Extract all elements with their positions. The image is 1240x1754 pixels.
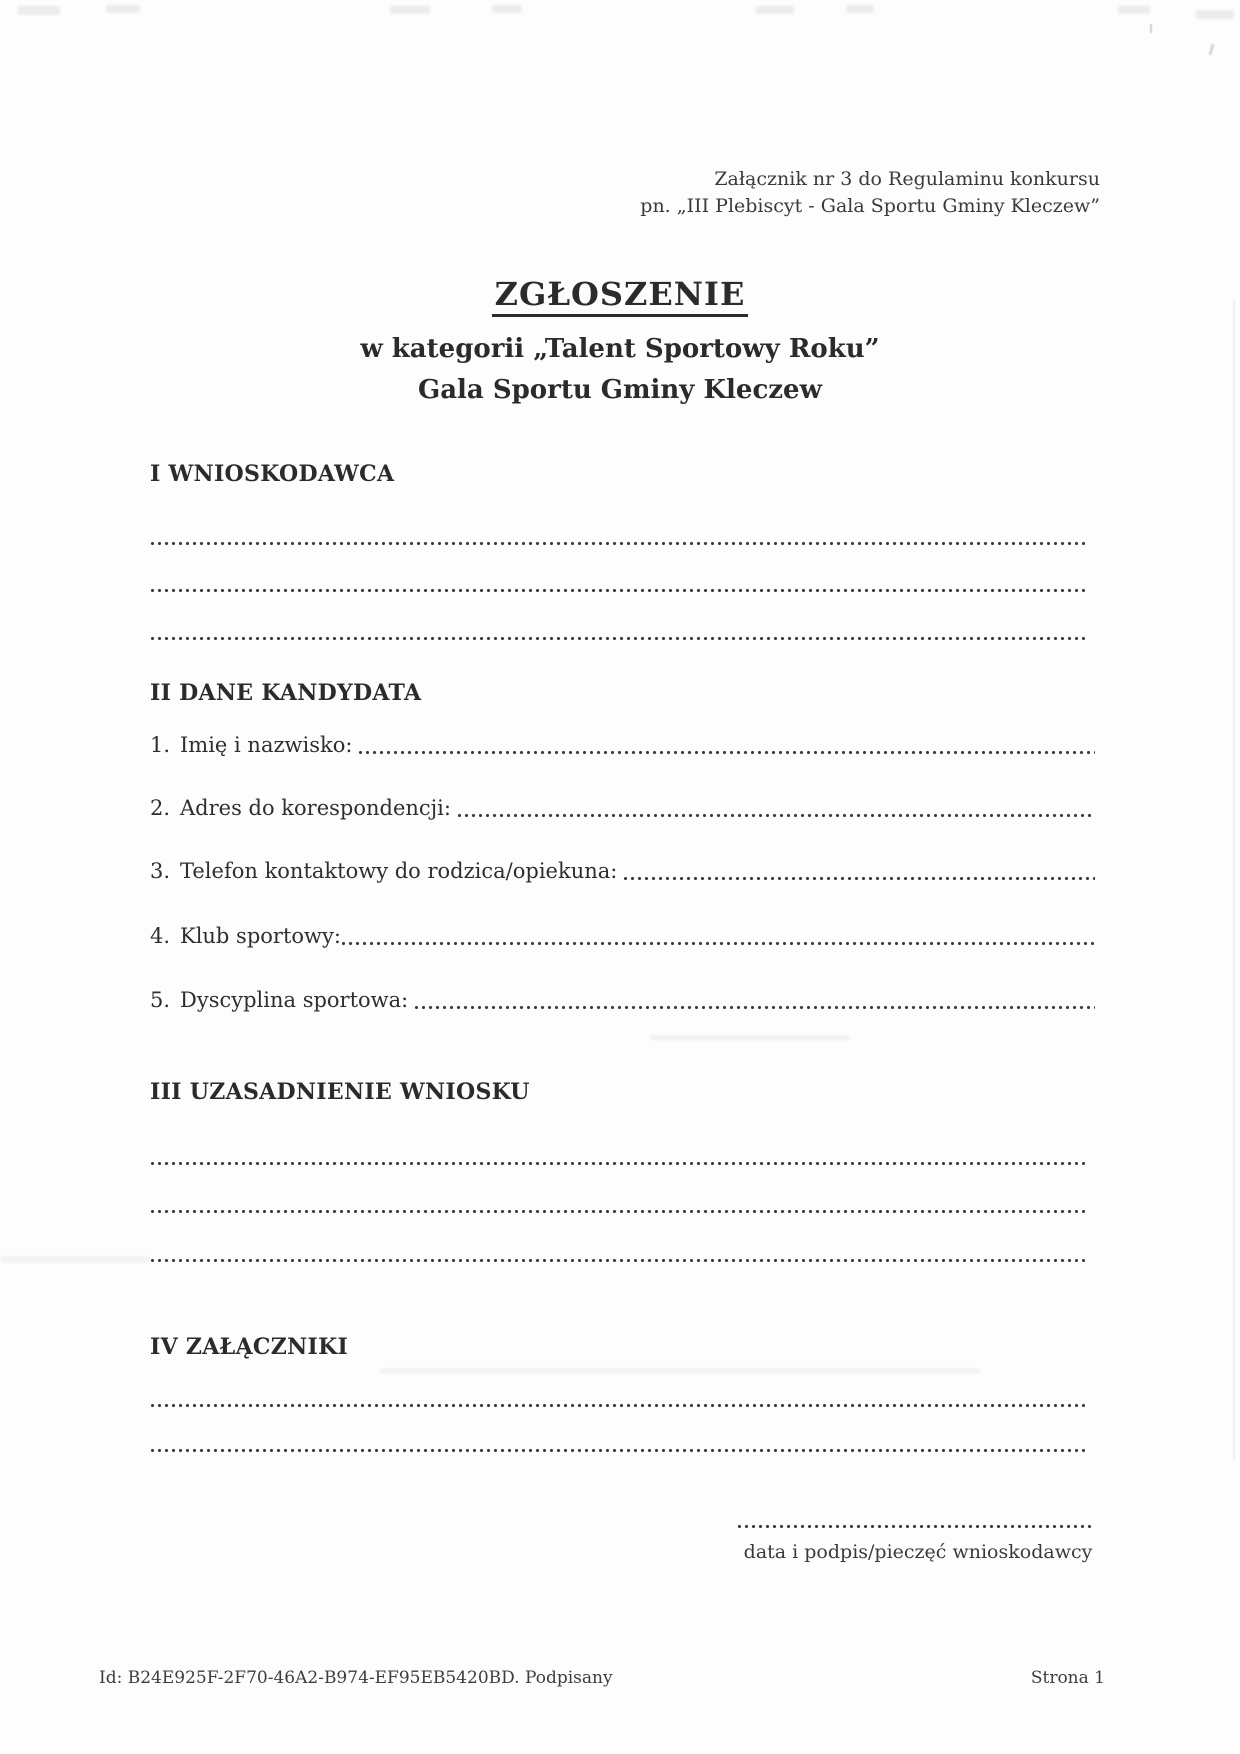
section-3-heading: III UZASADNIENIE WNIOSKU (150, 1079, 530, 1105)
fill-in-line (150, 636, 1088, 641)
document-id-text: Id: B24E925F-2F70-46A2-B974-EF95EB5420BD. Podpisany (99, 1668, 613, 1688)
section-2-heading: II DANE KANDYDATA (150, 680, 422, 706)
item-number: 3. (150, 859, 171, 883)
item-label: Telefon kontaktowy do rodzica/opiekuna: (180, 859, 618, 883)
item-number: 4. (150, 924, 171, 948)
title-block (150, 276, 1090, 406)
scan-artifact (1196, 10, 1234, 19)
scan-artifact (1233, 300, 1235, 1460)
item-label: Imię i nazwisko: (180, 733, 353, 757)
fill-in-leader (457, 813, 1095, 818)
attachment-note-line2: pn. „III Plebiscyt - Gala Sportu Gminy Kleczew” (640, 195, 1100, 217)
section-4-heading: IV ZAŁĄCZNIKI (150, 1334, 349, 1360)
scan-artifact (380, 1368, 980, 1374)
form-title-text: ZGŁOSZENIE (492, 276, 749, 317)
fill-in-line (150, 1403, 1088, 1408)
fill-in-leader (623, 876, 1095, 881)
scan-artifact (650, 1035, 850, 1040)
item-number: 5. (150, 988, 171, 1012)
scan-artifact (1209, 44, 1215, 55)
fill-in-leader (358, 750, 1095, 755)
form-item-phone (150, 857, 1095, 885)
signature-fill-in-line (737, 1524, 1093, 1529)
fill-in-line (150, 1448, 1088, 1453)
scan-artifact (1150, 24, 1152, 33)
scan-artifact (390, 6, 430, 14)
section-1-heading: I WNIOSKODAWCA (150, 461, 395, 487)
form-subtitle-event: Gala Sportu Gminy Kleczew (418, 375, 822, 405)
scan-artifact (1118, 6, 1150, 14)
item-label: Adres do korespondencji: (180, 796, 451, 820)
fill-in-line (150, 1258, 1088, 1263)
form-item-club (150, 922, 1095, 950)
form-item-name (150, 731, 1095, 759)
scan-artifact (846, 5, 874, 13)
form-subtitle-category: w kategorii „Talent Sportowy Roku” (360, 334, 880, 364)
fill-in-line (150, 1209, 1088, 1214)
item-number: 2. (150, 796, 171, 820)
fill-in-line (150, 541, 1088, 546)
fill-in-leader (414, 1005, 1095, 1010)
item-label: Dyscyplina sportowa: (180, 988, 409, 1012)
fill-in-line (150, 1161, 1088, 1166)
scan-artifact (756, 6, 794, 14)
page-number: Strona 1 (1030, 1668, 1105, 1688)
scan-artifact (0, 1256, 150, 1263)
fill-in-line (150, 588, 1088, 593)
item-number: 1. (150, 733, 171, 757)
fill-in-leader (341, 941, 1095, 946)
scan-artifact (492, 5, 522, 13)
attachment-note-line1: Załącznik nr 3 do Regulaminu konkursu (714, 168, 1100, 190)
signature-caption: data i podpis/pieczęć wnioskodawcy (743, 1541, 1093, 1563)
scan-artifact (106, 5, 140, 13)
item-label: Klub sportowy: (180, 924, 341, 948)
form-item-address (150, 794, 1095, 822)
scan-artifact (18, 6, 60, 15)
form-title (150, 276, 1090, 317)
form-item-discipline (150, 986, 1095, 1014)
attachment-note (640, 166, 1100, 220)
